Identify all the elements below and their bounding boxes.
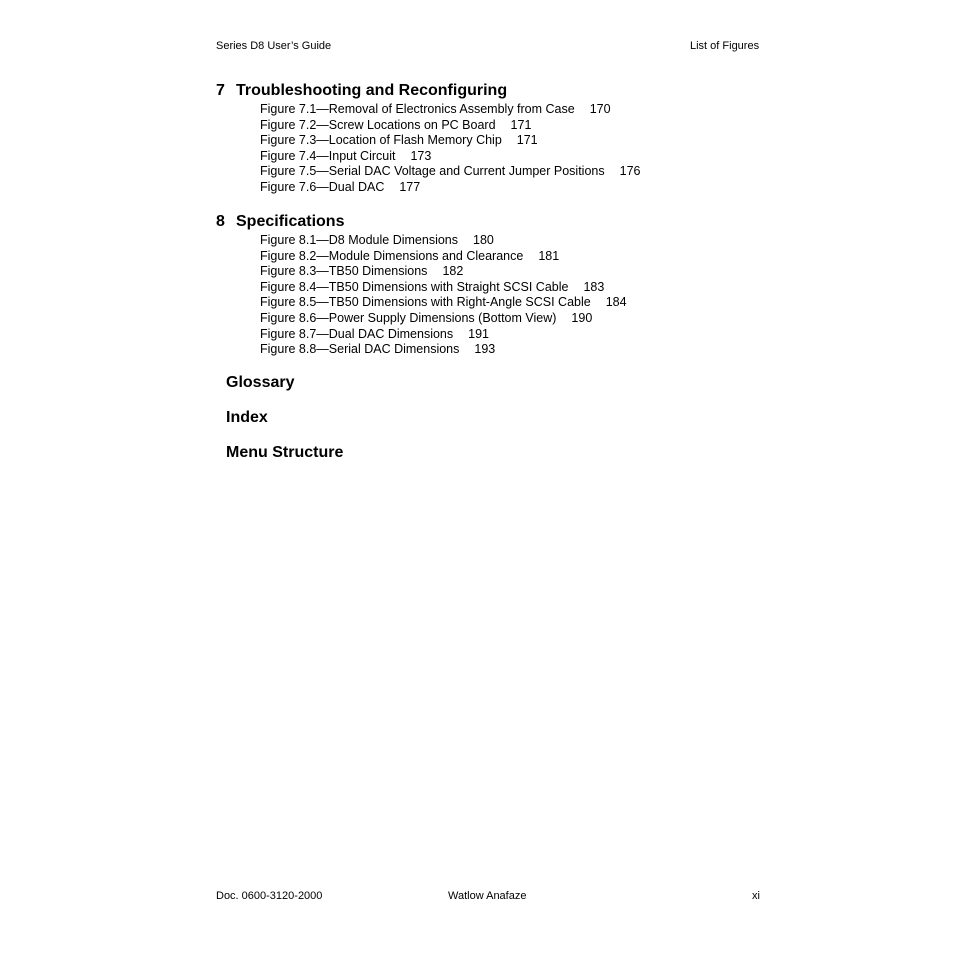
figure-label: Figure 8.5—TB50 Dimensions with Right-Angle SCSI Cable (260, 295, 591, 310)
figure-label: Figure 8.1—D8 Module Dimensions (260, 233, 459, 247)
chapter-title: Troubleshooting and Reconfiguring (236, 82, 508, 99)
figure-page: 180 (473, 233, 494, 247)
footer-page-number: xi (752, 890, 760, 902)
chapter-title: Specifications (236, 213, 345, 230)
footer-doc-number: Doc. 0600-3120-2000 (216, 890, 323, 902)
index-heading[interactable]: Index (226, 409, 268, 426)
figure-page: 184 (605, 295, 627, 310)
figure-entry[interactable] (260, 342, 776, 358)
figure-label: Figure 7.1—Removal of Electronics Assembly from Case (260, 102, 575, 116)
figure-entry[interactable] (260, 233, 776, 249)
figure-label: Figure 8.6—Power Supply Dimensions (Bottom View) (260, 310, 557, 325)
figure-entry[interactable] (260, 249, 776, 265)
figure-page: 190 (571, 310, 593, 325)
menu-structure-heading[interactable]: Menu Structure (226, 444, 344, 461)
figure-list (216, 233, 776, 358)
figure-entry[interactable] (260, 327, 776, 343)
figure-label: Figure 8.4—TB50 Dimensions with Straight SCSI Cable (260, 279, 569, 294)
figure-label: Figure 8.8—Serial DAC Dimensions (260, 342, 460, 357)
figure-entry[interactable] (260, 180, 776, 196)
chapter-number: 8 (216, 213, 225, 230)
footer-company: Watlow Anafaze (448, 890, 527, 902)
chapter-heading (216, 212, 776, 232)
header-section: List of Figures (690, 40, 760, 52)
figure-entry[interactable] (260, 102, 776, 118)
figure-entry[interactable] (260, 149, 776, 165)
figure-entry[interactable] (260, 295, 776, 311)
figure-page: 182 (442, 264, 464, 279)
figure-page: 176 (619, 164, 641, 179)
figure-list (216, 102, 776, 196)
chapter-number: 7 (216, 82, 225, 99)
figure-entry[interactable] (260, 311, 776, 327)
figure-entry[interactable] (260, 133, 776, 149)
header-title: Series D8 User’s Guide (216, 40, 332, 52)
figure-label: Figure 7.3—Location of Flash Memory Chip (260, 133, 502, 148)
figure-label: Figure 7.2—Screw Locations on PC Board (260, 117, 496, 132)
figure-page: 173 (410, 148, 432, 163)
figure-page: 171 (516, 133, 538, 148)
figure-page: 170 (589, 102, 611, 116)
glossary-heading[interactable]: Glossary (226, 374, 295, 391)
figure-label: Figure 8.7—Dual DAC Dimensions (260, 326, 454, 341)
chapter-heading (216, 81, 776, 101)
figure-label: Figure 7.6—Dual DAC (260, 179, 385, 194)
figure-label: Figure 8.3—TB50 Dimensions (260, 264, 428, 279)
figure-label: Figure 8.2—Module Dimensions and Clearance (260, 248, 524, 263)
figure-entry[interactable] (260, 264, 776, 280)
figure-page: 193 (474, 342, 496, 357)
chapter-8-section (216, 212, 776, 358)
figure-entry[interactable] (260, 280, 776, 296)
figure-label: Figure 7.4—Input Circuit (260, 148, 396, 163)
figure-page: 181 (538, 248, 560, 263)
figure-entry[interactable] (260, 118, 776, 134)
figure-page: 171 (510, 117, 532, 132)
figure-entry[interactable] (260, 164, 776, 180)
figure-page: 183 (583, 279, 605, 294)
figure-label: Figure 7.5—Serial DAC Voltage and Current Jumper Positions (260, 164, 605, 179)
figure-page: 191 (468, 326, 489, 341)
chapter-7-section (216, 81, 776, 196)
figure-page: 177 (399, 179, 421, 194)
